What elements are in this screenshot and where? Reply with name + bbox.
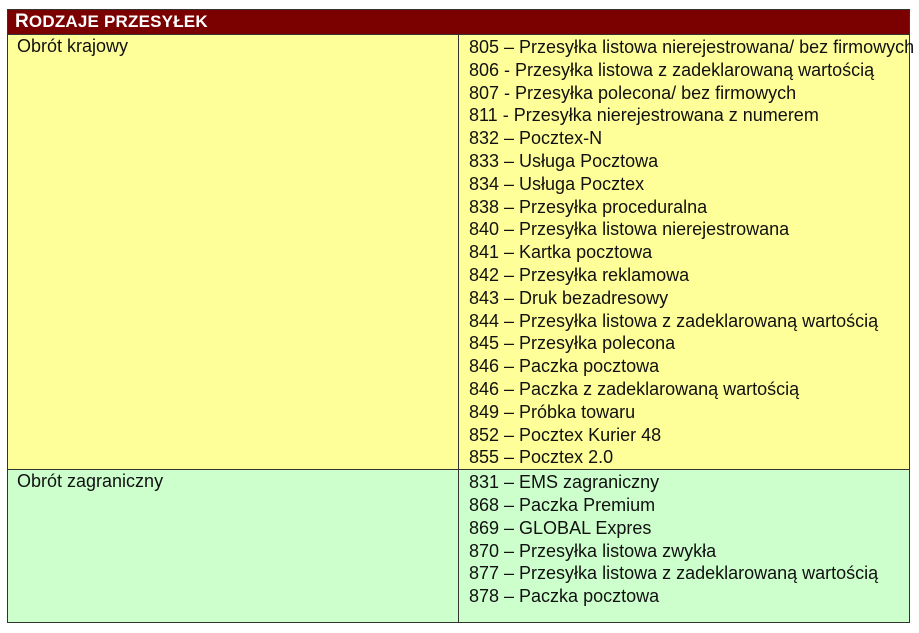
list-item: 807 - Przesyłka polecona/ bez firmowych bbox=[469, 82, 797, 103]
list-item: 811 - Przesyłka nierejestrowana z numerem bbox=[469, 105, 819, 126]
list-item: 845 – Przesyłka polecona bbox=[469, 333, 676, 354]
section-row-foreign bbox=[8, 470, 910, 623]
list-item: 843 – Druk bezadresowy bbox=[469, 287, 669, 308]
table-title bbox=[8, 10, 910, 35]
list-item: 869 – GLOBAL Expres bbox=[469, 517, 652, 538]
list-item: 852 – Pocztex Kurier 48 bbox=[469, 424, 662, 445]
list-item: 846 – Paczka pocztowa bbox=[469, 356, 660, 377]
table-header-row bbox=[8, 10, 910, 35]
shipment-types-table-wrapper bbox=[7, 9, 915, 623]
category-cell-foreign: Obrót zagraniczny bbox=[8, 470, 459, 623]
list-item: 849 – Próbka towaru bbox=[469, 401, 636, 422]
list-item: 832 – Pocztex-N bbox=[469, 128, 603, 149]
list-item: 870 – Przesyłka listowa zwykła bbox=[469, 540, 717, 561]
list-item: 834 – Usługa Pocztex bbox=[469, 173, 645, 194]
category-cell-domestic: Obrót krajowy bbox=[8, 35, 459, 470]
list-item: 831 – EMS zagraniczny bbox=[469, 472, 660, 493]
list-item: 855 – Pocztex 2.0 bbox=[469, 447, 614, 468]
list-item: 868 – Paczka Premium bbox=[469, 494, 656, 515]
list-item: 838 – Przesyłka proceduralna bbox=[469, 196, 708, 217]
list-item: 806 - Przesyłka listowa z zadeklarowaną wartością bbox=[469, 59, 875, 80]
section-row-domestic bbox=[8, 35, 910, 470]
table-title-rest: ODZAJE PRZESYŁEK bbox=[28, 12, 208, 31]
list-item: 844 – Przesyłka listowa z zadeklarowaną wartością bbox=[469, 310, 879, 331]
items-cell-domestic bbox=[459, 35, 915, 470]
list-item: 805 – Przesyłka listowa nierejestrowana/ bez firmowych bbox=[469, 37, 915, 57]
list-item: 846 – Paczka z zadeklarowaną wartością bbox=[469, 378, 800, 399]
list-item: 842 – Przesyłka reklamowa bbox=[469, 264, 690, 285]
shipment-types-table bbox=[7, 9, 915, 623]
list-item: 877 – Przesyłka listowa z zadeklarowaną wartością bbox=[469, 563, 879, 584]
list-item: 878 – Paczka pocztowa bbox=[469, 586, 660, 607]
list-item: 841 – Kartka pocztowa bbox=[469, 242, 653, 263]
list-item: 840 – Przesyłka listowa nierejestrowana bbox=[469, 219, 790, 240]
table-title-initial: R bbox=[15, 11, 29, 32]
items-cell-foreign bbox=[459, 470, 910, 623]
list-item: 833 – Usługa Pocztowa bbox=[469, 150, 659, 171]
